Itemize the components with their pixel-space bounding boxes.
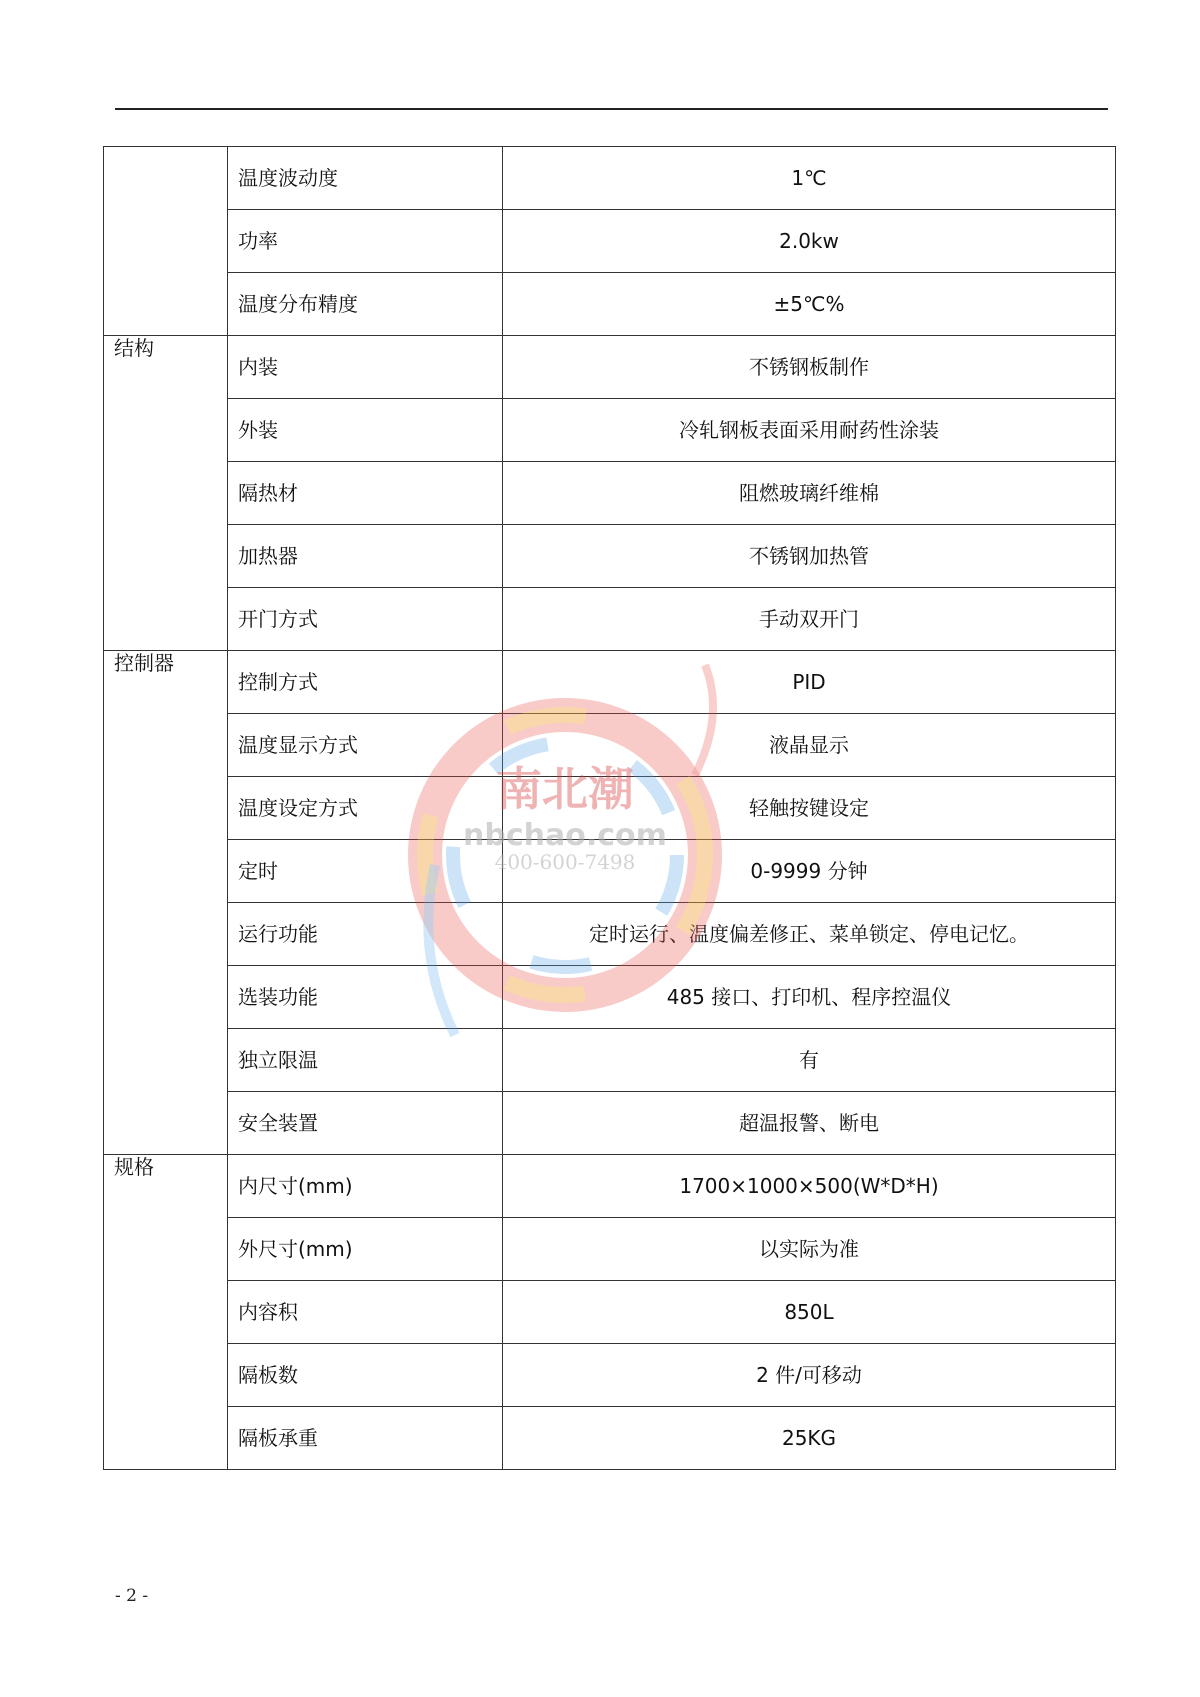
value-cell: 阻燃玻璃纤维棉 [503,462,1116,525]
value-cell: 以实际为准 [503,1218,1116,1281]
table-row [104,588,1116,651]
spec-table [103,146,1116,1470]
value-cell: ±5℃% [503,273,1116,336]
page-number: - 2 - [115,1586,149,1606]
parameter-cell: 控制方式 [228,651,503,714]
table-row [104,1155,1116,1218]
table-row [104,1218,1116,1281]
header-rule [115,108,1108,110]
value-cell: 不锈钢加热管 [503,525,1116,588]
parameter-cell: 外尺寸(mm) [228,1218,503,1281]
table-row [104,966,1116,1029]
parameter-cell: 独立限温 [228,1029,503,1092]
value-cell: 485 接口、打印机、程序控温仪 [503,966,1116,1029]
value-cell: 液晶显示 [503,714,1116,777]
table-row [104,1029,1116,1092]
value-cell: 1℃ [503,147,1116,210]
value-cell: PID [503,651,1116,714]
parameter-cell: 隔热材 [228,462,503,525]
parameter-cell: 运行功能 [228,903,503,966]
parameter-cell: 温度设定方式 [228,777,503,840]
table-row [104,1092,1116,1155]
value-cell: 0-9999 分钟 [503,840,1116,903]
value-cell: 定时运行、温度偏差修正、菜单锁定、停电记忆。 [503,903,1116,966]
parameter-cell: 内容积 [228,1281,503,1344]
table-row [104,651,1116,714]
parameter-cell: 温度波动度 [228,147,503,210]
parameter-cell: 加热器 [228,525,503,588]
value-cell: 不锈钢板制作 [503,336,1116,399]
watermark-site: nbchao.com [463,818,667,853]
table-row [104,147,1116,210]
value-cell: 2.0kw [503,210,1116,273]
table-row [104,1407,1116,1470]
value-cell: 手动双开门 [503,588,1116,651]
value-cell: 有 [503,1029,1116,1092]
watermark-phone: 400-600-7498 [494,850,636,874]
parameter-cell: 温度显示方式 [228,714,503,777]
parameter-cell: 隔板承重 [228,1407,503,1470]
value-cell: 2 件/可移动 [503,1344,1116,1407]
parameter-cell: 选装功能 [228,966,503,1029]
parameter-cell: 开门方式 [228,588,503,651]
table-row [104,777,1116,840]
parameter-cell: 内装 [228,336,503,399]
parameter-cell: 定时 [228,840,503,903]
parameter-cell: 隔板数 [228,1344,503,1407]
parameter-cell: 外装 [228,399,503,462]
value-cell: 850L [503,1281,1116,1344]
table-row [104,399,1116,462]
value-cell: 1700×1000×500(W*D*H) [503,1155,1116,1218]
table-row [104,462,1116,525]
table-row [104,336,1116,399]
table-row [104,1344,1116,1407]
table-row [104,714,1116,777]
parameter-cell: 内尺寸(mm) [228,1155,503,1218]
category-cell [104,147,228,336]
category-cell: 规格 [104,1155,228,1470]
watermark-logo-text: 南北潮 [496,762,634,816]
parameter-cell: 功率 [228,210,503,273]
table-row [104,525,1116,588]
table-row [104,273,1116,336]
table-row [104,903,1116,966]
value-cell: 25KG [503,1407,1116,1470]
table-row [104,840,1116,903]
category-cell: 控制器 [104,651,228,1155]
table-row [104,210,1116,273]
value-cell: 超温报警、断电 [503,1092,1116,1155]
category-cell: 结构 [104,336,228,651]
parameter-cell: 温度分布精度 [228,273,503,336]
parameter-cell: 安全装置 [228,1092,503,1155]
value-cell: 轻触按键设定 [503,777,1116,840]
value-cell: 冷轧钢板表面采用耐药性涂装 [503,399,1116,462]
table-row [104,1281,1116,1344]
spec-table-body [104,147,1116,1470]
